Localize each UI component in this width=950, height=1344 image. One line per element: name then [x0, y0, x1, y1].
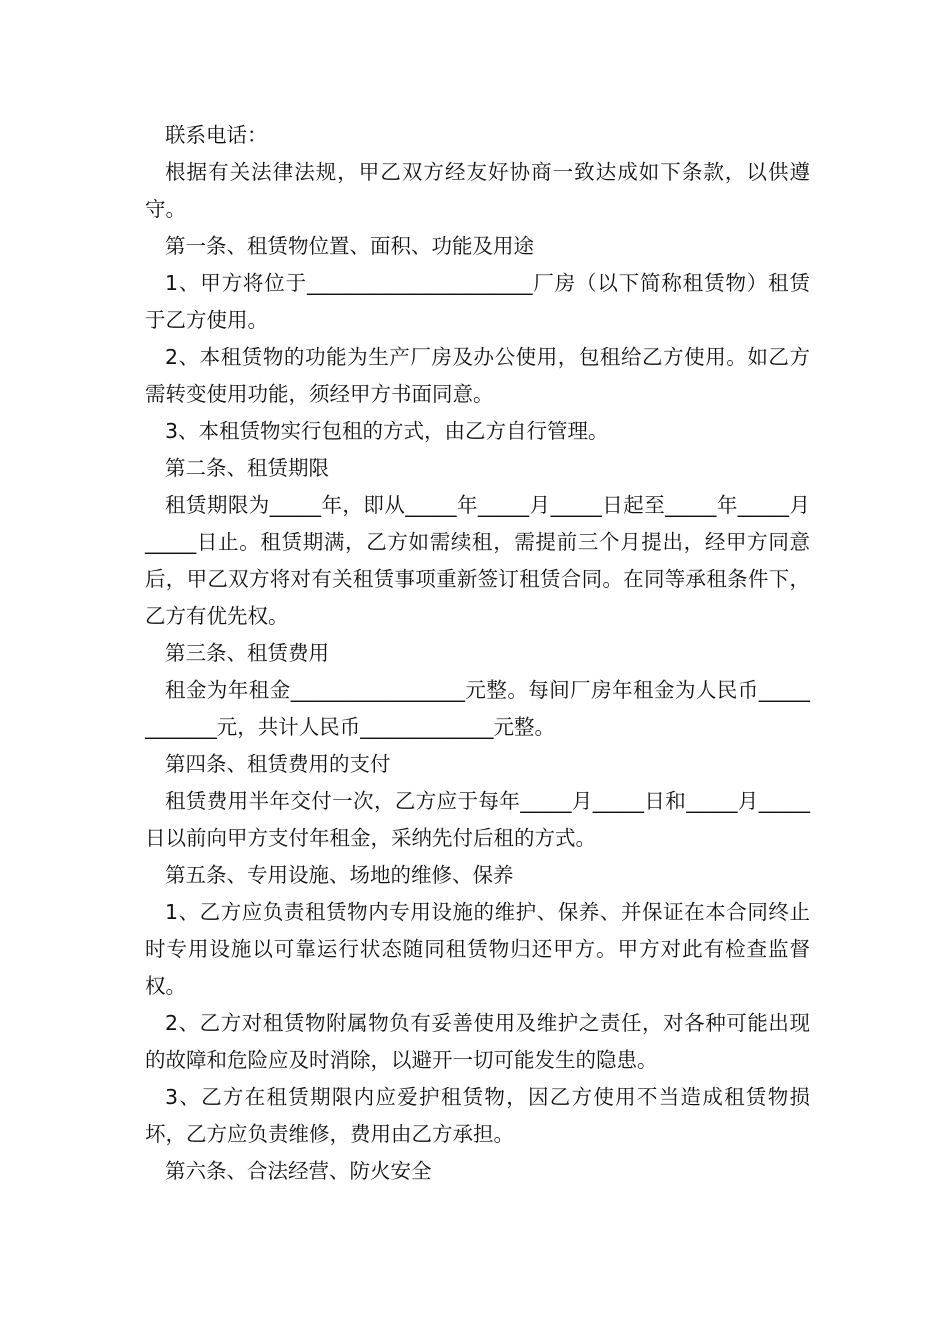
article-4-heading: 第四条、租赁费用的支付 [165, 752, 391, 776]
article-2-body: 租赁期限为_____年，即从_____年_____月_____日起至_____年_____月_____日止。租赁期满，乙方如需续租，需提前三个月提出，经甲方同意后，甲乙双方将对有关租赁事项重新签订租赁合同。在同等承租条件下，乙方有优先权。 [145, 493, 810, 628]
preamble-paragraph: 根据有关法律法规，甲乙双方经友好协商一致达成如下条款，以供遵守。 [145, 160, 810, 221]
article-2-heading: 第二条、租赁期限 [165, 456, 329, 480]
article-1-heading: 第一条、租赁物位置、面积、功能及用途 [165, 234, 534, 258]
article-4-body: 租赁费用半年交付一次，乙方应于每年_____月_____日和_____月_____日以前向甲方支付年租金，采纳先付后租的方式。 [145, 789, 810, 850]
article-5-clause-3: 3、乙方在租赁期限内应爱护租赁物，因乙方使用不当造成租赁物损坏，乙方应负责维修，费用由乙方承担。 [145, 1085, 810, 1146]
article-3-body: 租金为年租金_________________元整。每间厂房年租金为人民币____________元，共计人民币_____________元整。 [145, 678, 810, 739]
article-5-clause-1: 1、乙方应负责租赁物内专用设施的维护、保养、并保证在本合同终止时专用设施以可靠运行状态随同租赁物归还甲方。甲方对此有检查监督权。 [145, 900, 810, 998]
article-6-heading: 第六条、合法经营、防火安全 [165, 1159, 432, 1183]
article-5-clause-2: 2、乙方对租赁物附属物负有妥善使用及维护之责任，对各种可能出现的故障和危险应及时消除，以避开一切可能发生的隐患。 [145, 1011, 810, 1072]
contact-phone-line: 联系电话： [165, 123, 268, 147]
article-3-heading: 第三条、租赁费用 [165, 641, 329, 665]
article-1-clause-2: 2、本租赁物的功能为生产厂房及办公使用，包租给乙方使用。如乙方需转变使用功能，须经甲方书面同意。 [145, 345, 810, 406]
article-5-heading: 第五条、专用设施、场地的维修、保养 [165, 863, 514, 887]
article-1-clause-3: 3、本租赁物实行包租的方式，由乙方自行管理。 [165, 419, 609, 443]
document-body [145, 117, 810, 1190]
article-1-clause-1: 1、甲方将位于______________________厂房（以下简称租赁物）租赁于乙方使用。 [145, 271, 810, 332]
